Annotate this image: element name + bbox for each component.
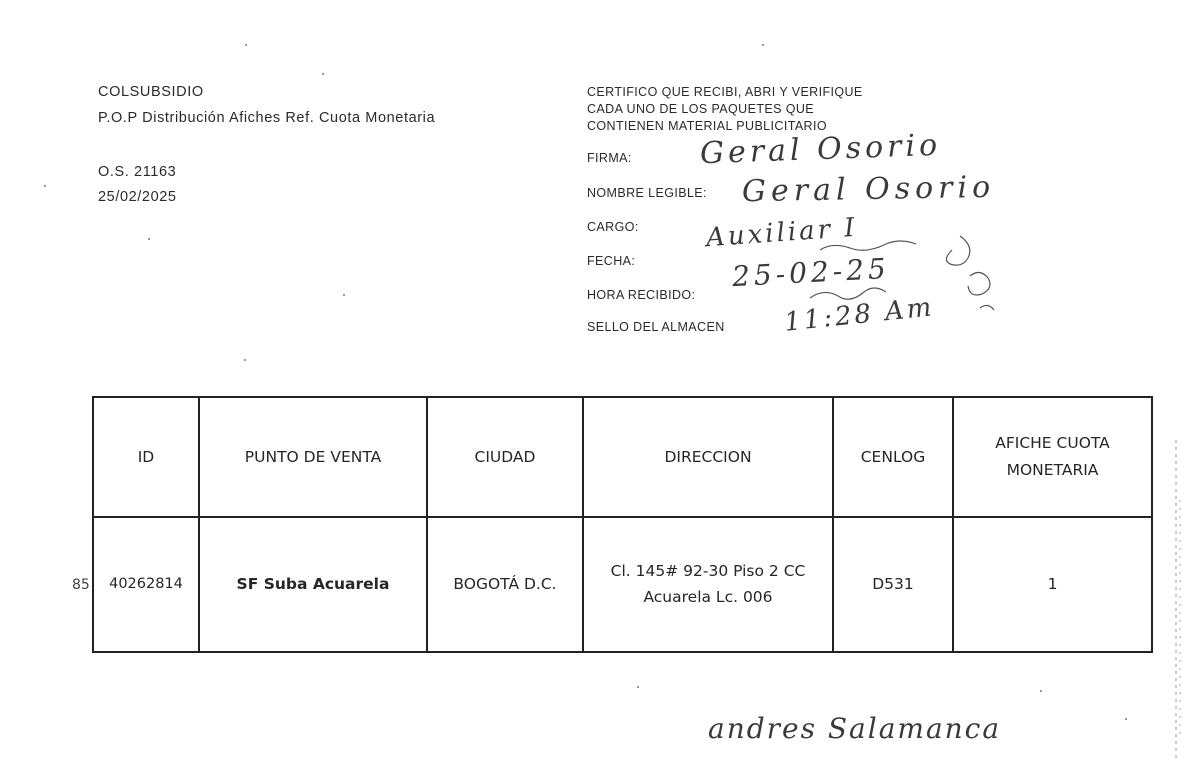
- order-date: 25/02/2025: [98, 189, 177, 205]
- sello-label: SELLO DEL ALMACEN: [587, 320, 725, 334]
- column-header-ciudad: CIUDAD: [427, 397, 583, 517]
- column-header-afiche: AFICHE CUOTA MONETARIA: [953, 397, 1152, 517]
- column-header-id: ID: [93, 397, 199, 517]
- handwritten-date: 25-02-25: [731, 251, 891, 294]
- certification-line: CONTIENEN MATERIAL PUBLICITARIO: [587, 119, 827, 133]
- scan-speck: [343, 294, 345, 296]
- table-header-row: [93, 397, 1152, 517]
- scan-speck: [245, 44, 247, 46]
- certification-line: CERTIFICO QUE RECIBI, ABRI Y VERIFIQUE: [587, 85, 863, 99]
- handwritten-name: Geral Osorio: [741, 169, 996, 210]
- column-header-direccion: DIRECCION: [583, 397, 833, 517]
- scan-speck: [1125, 718, 1127, 720]
- certification-line: CADA UNO DE LOS PAQUETES QUE: [587, 102, 814, 116]
- cell-ciudad: BOGOTÁ D.C.: [427, 517, 583, 652]
- cell-direccion: Cl. 145# 92-30 Piso 2 CC Acuarela Lc. 006: [583, 517, 833, 652]
- distribution-table: [92, 396, 1153, 653]
- cell-id: 40262814: [93, 517, 199, 652]
- scan-speck: [322, 73, 324, 75]
- order-number: O.S. 21163: [98, 164, 177, 180]
- distribution-description: P.O.P Distribución Afiches Ref. Cuota Monetaria: [98, 110, 436, 126]
- stamp-scribble: [760, 228, 1010, 328]
- column-header-cenlog: CENLOG: [833, 397, 953, 517]
- hora-label: HORA RECIBIDO:: [587, 288, 696, 302]
- handwritten-cargo: Auxiliar I: [705, 212, 859, 254]
- footer-signature: andres Salamanca: [708, 712, 1002, 745]
- scan-edge-marks: [1168, 440, 1182, 760]
- scan-speck: [44, 185, 46, 187]
- fecha-label: FECHA:: [587, 254, 636, 268]
- nombre-label: NOMBRE LEGIBLE:: [587, 186, 707, 200]
- cell-afiche: 1: [953, 517, 1152, 652]
- cell-cenlog: D531: [833, 517, 953, 652]
- scan-speck: [1040, 690, 1042, 692]
- scan-speck: [148, 238, 150, 240]
- scan-speck: [637, 686, 639, 688]
- cell-punto-de-venta: SF Suba Acuarela: [199, 517, 427, 652]
- handwritten-signature: Geral Osorio: [699, 127, 942, 172]
- table-row: [93, 517, 1152, 652]
- firma-label: FIRMA:: [587, 151, 632, 165]
- column-header-punto-de-venta: PUNTO DE VENTA: [199, 397, 427, 517]
- cargo-label: CARGO:: [587, 220, 639, 234]
- scan-speck: [762, 44, 764, 46]
- scan-speck: [244, 359, 246, 361]
- row-number: 85: [72, 577, 90, 593]
- company-name: COLSUBSIDIO: [98, 84, 204, 100]
- handwritten-time: 11:28 Am: [782, 292, 936, 338]
- certification-text: [587, 84, 863, 135]
